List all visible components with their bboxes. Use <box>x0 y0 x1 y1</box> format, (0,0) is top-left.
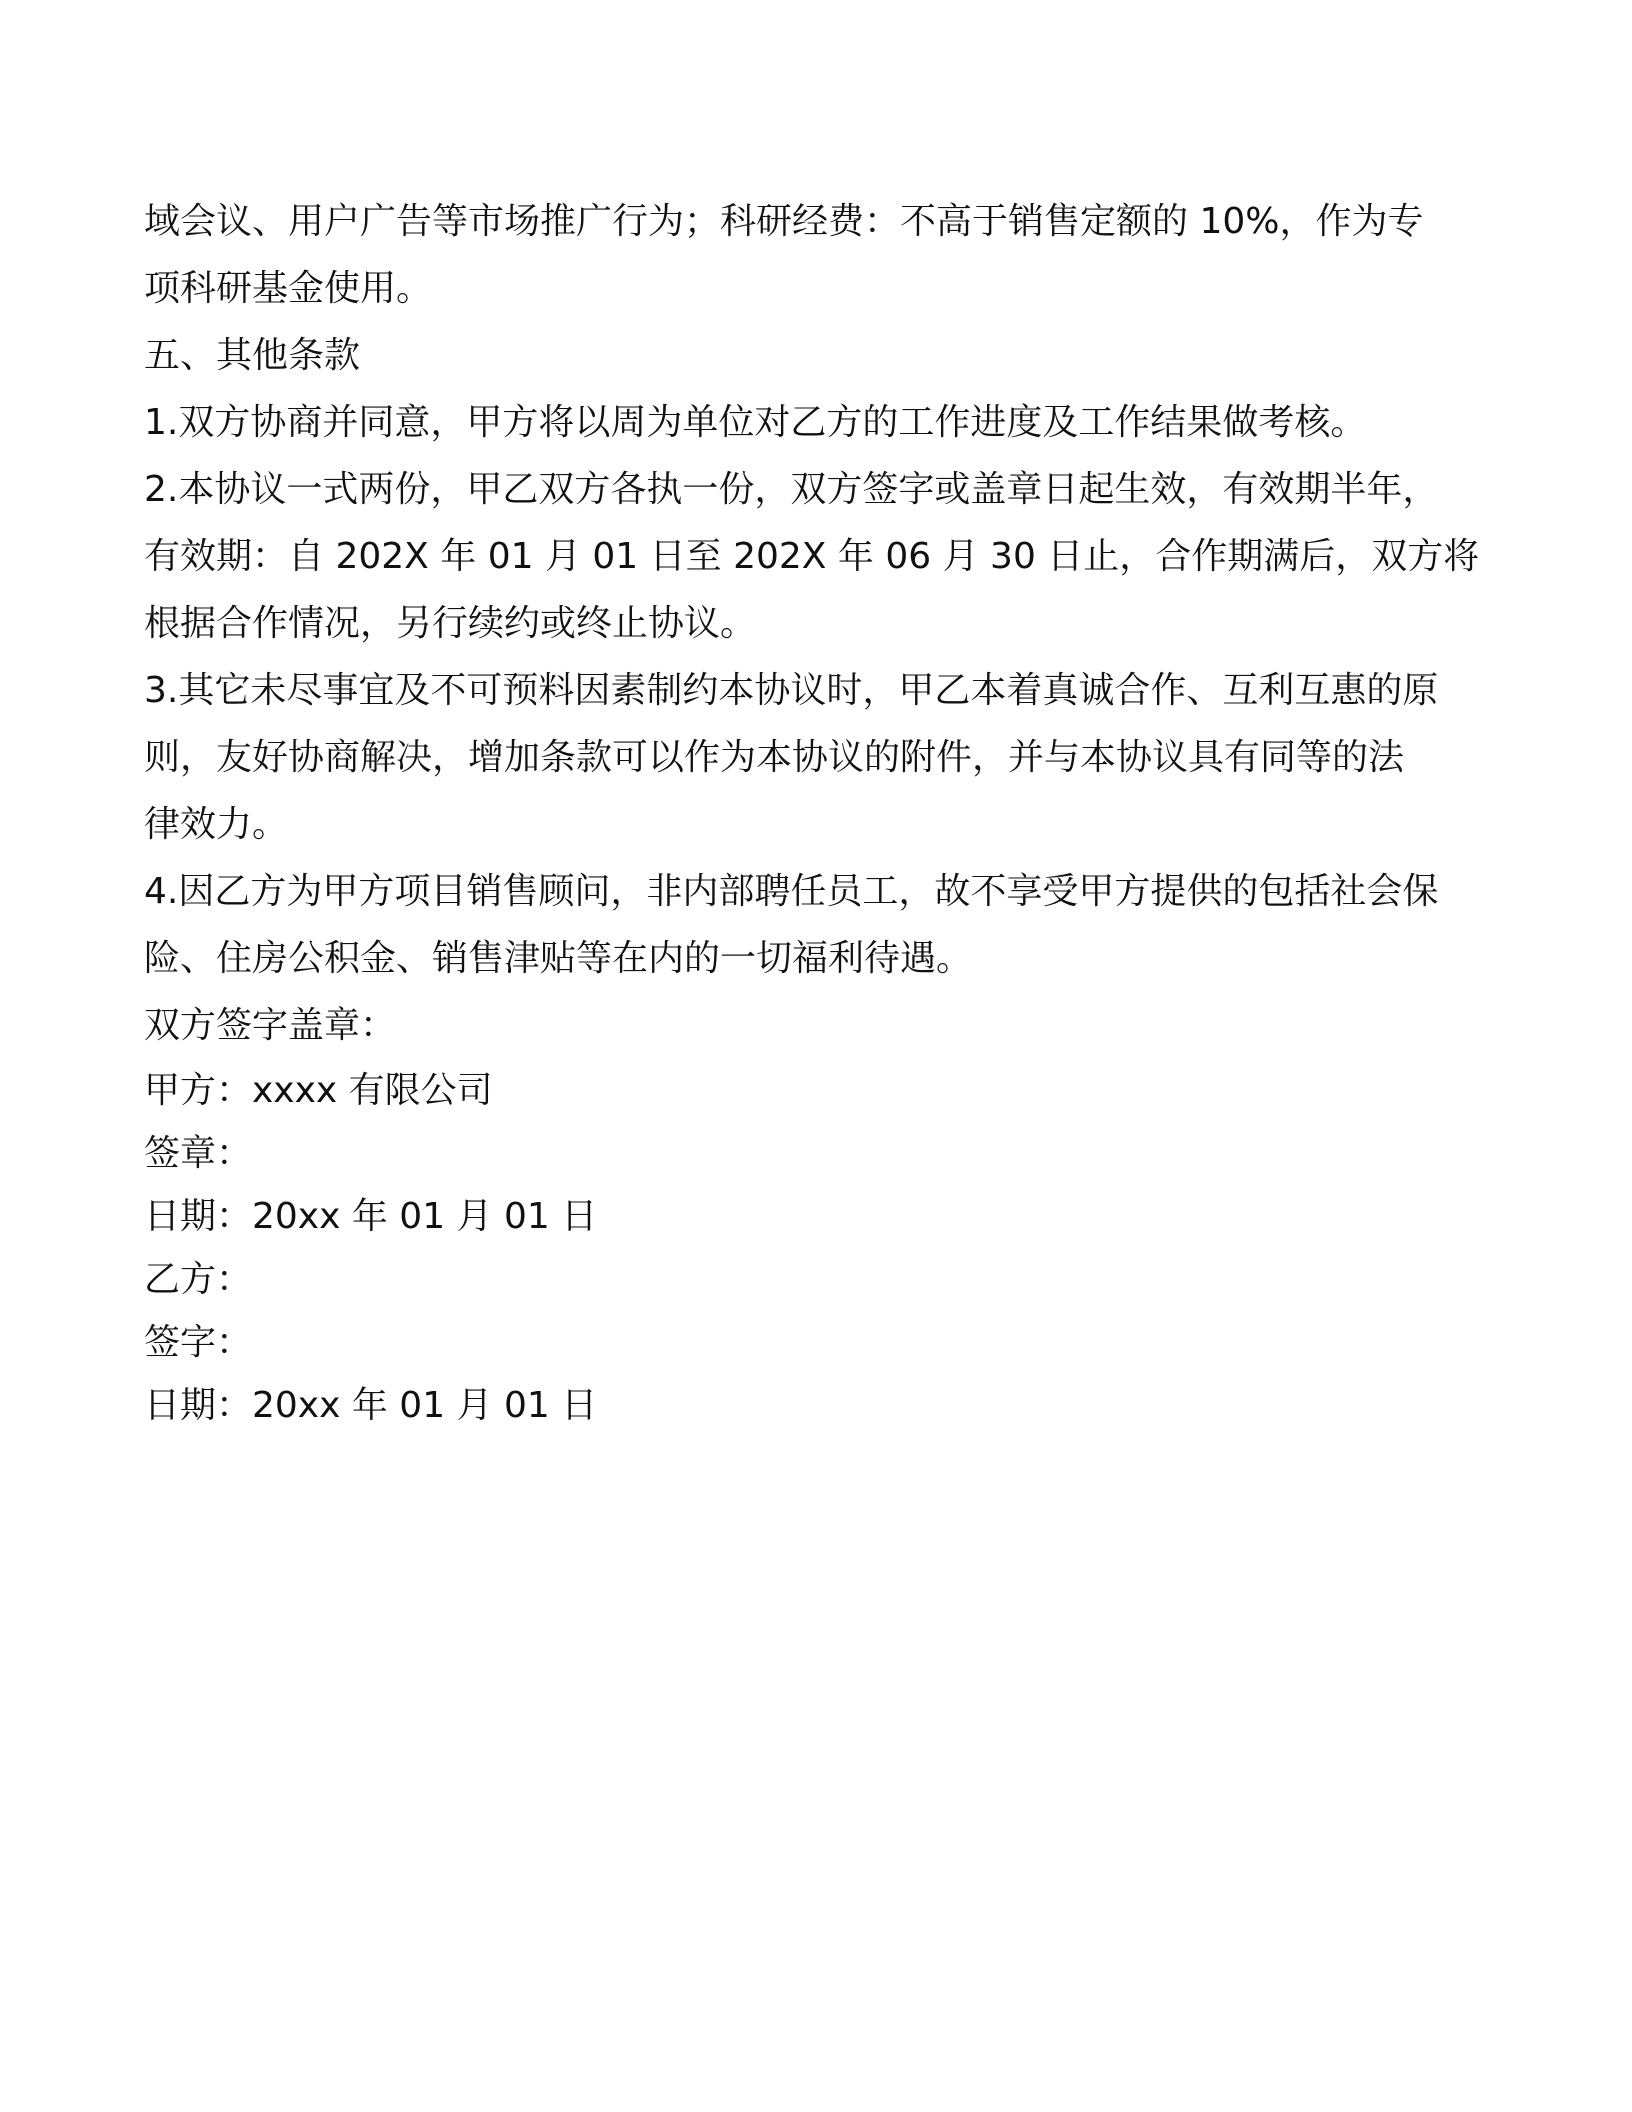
text-line: 3.其它未尽事宜及不可预料因素制约本协议时，甲乙本着真诚合作、互利互惠的原 <box>144 670 1439 711</box>
text-line: 有效期：自 202X 年 01 月 01 日至 202X 年 06 月 30 日止，合作期满后，双方将 <box>144 536 1480 577</box>
clause-4 <box>144 858 1494 992</box>
party-b-sign: 签字： <box>144 1322 253 1363</box>
clause-1 <box>144 389 1494 456</box>
section-heading: 五、其他条款 <box>144 335 361 376</box>
clause-2 <box>144 456 1494 657</box>
signature-heading: 双方签字盖章： <box>144 1005 397 1046</box>
party-a-block <box>144 1059 1494 1248</box>
party-a-date: 日期：20xx 年 01 月 01 日 <box>144 1196 598 1237</box>
text-line: 则，友好协商解决，增加条款可以作为本协议的附件，并与本协议具有同等的法 <box>144 737 1405 778</box>
text-line: 险、住房公积金、销售津贴等在内的一切福利待遇。 <box>144 938 973 979</box>
funding-paragraph <box>144 188 1494 322</box>
party-b-block <box>144 1248 1494 1437</box>
text-line: 2.本协议一式两份，甲乙双方各执一份，双方签字或盖章日起生效，有效期半年， <box>144 469 1439 510</box>
text-line: 律效力。 <box>144 804 289 845</box>
text-line: 根据合作情况，另行续约或终止协议。 <box>144 603 757 644</box>
text-line: 项科研基金使用。 <box>144 268 433 309</box>
document-body <box>144 188 1494 1437</box>
party-b-date: 日期：20xx 年 01 月 01 日 <box>144 1385 598 1426</box>
text-line: 域会议、用户广告等市场推广行为；科研经费：不高于销售定额的 10%，作为专 <box>144 201 1424 242</box>
text-line: 1.双方协商并同意，甲方将以周为单位对乙方的工作进度及工作结果做考核。 <box>144 402 1367 443</box>
party-a-seal: 签章： <box>144 1133 253 1174</box>
text-line: 4.因乙方为甲方项目销售顾问，非内部聘任员工，故不享受甲方提供的包括社会保 <box>144 871 1439 912</box>
party-a-name: 甲方：xxxx 有限公司 <box>144 1070 493 1111</box>
party-b-name: 乙方： <box>144 1259 253 1300</box>
clause-3 <box>144 657 1494 858</box>
